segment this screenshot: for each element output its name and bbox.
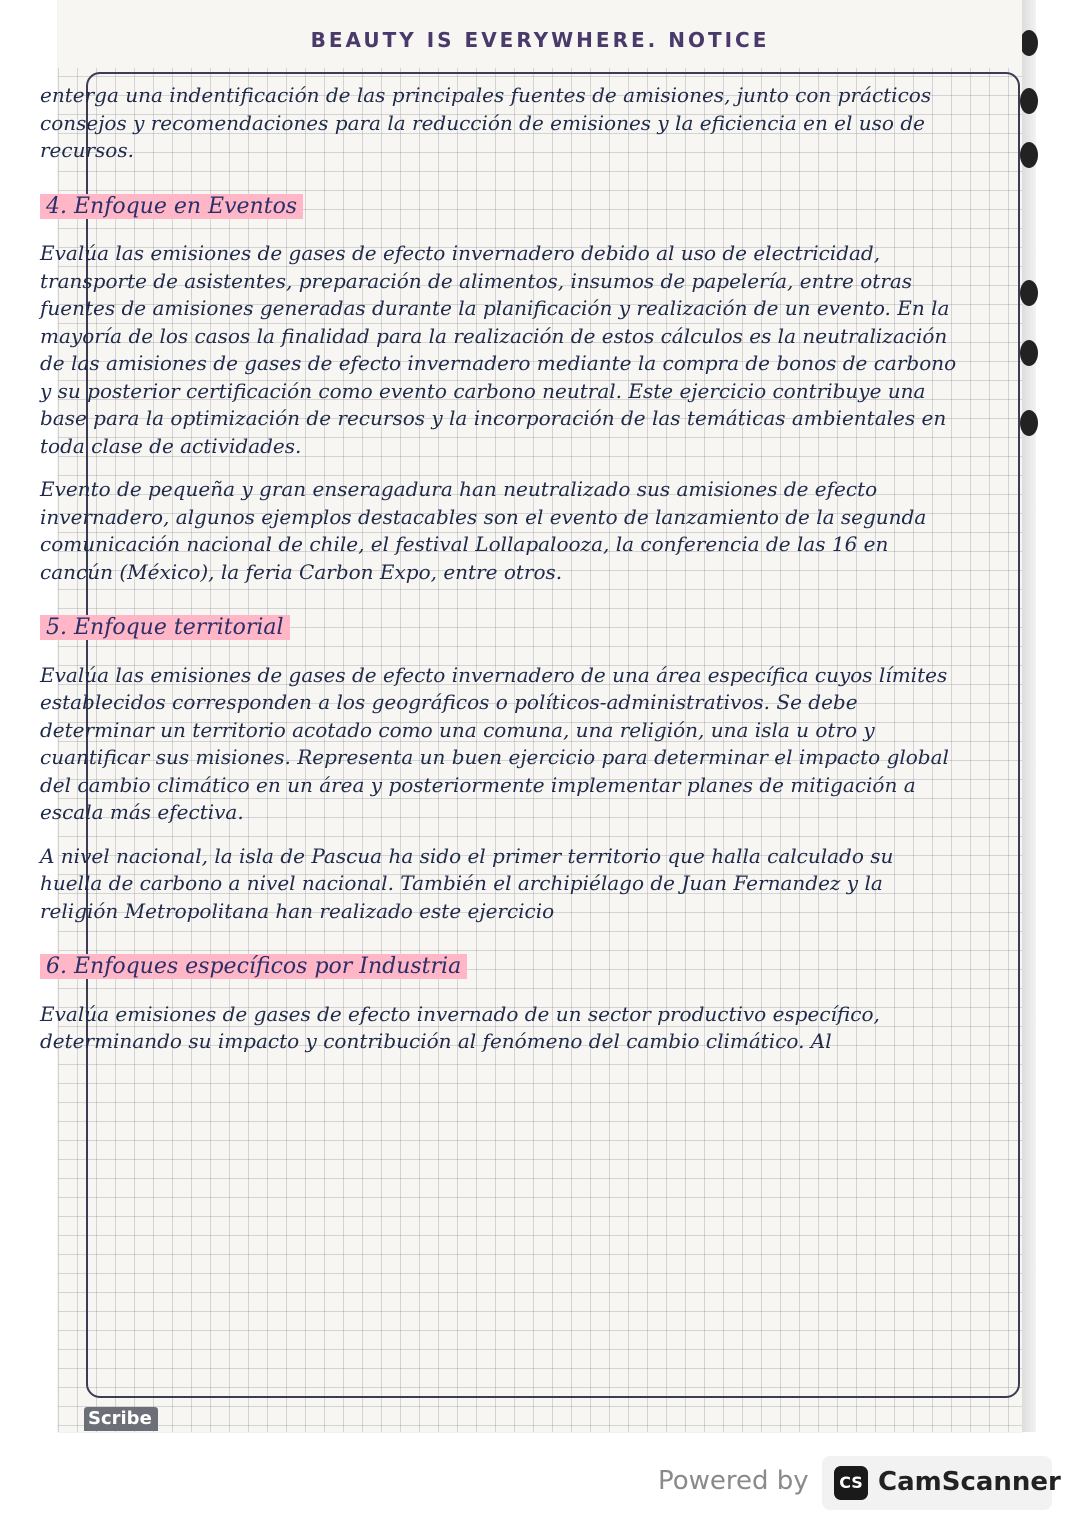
binder-ring — [1020, 88, 1038, 114]
paragraph-territorial-1: Evalúa las emisiones de gases de efecto invernadero de una área específica cuyos límites establecidos corresponden a los geográficos o políticos-administrativos. Se debe determinar un territorio acotado como una comuna, una religión, una isla u otro y cuantificar sus misiones. Representa un buen ejercicio para determinar el impacto global del cambio climático en un área y posteriormente implementar planes de mitigación a escala más efectiva. — [40, 662, 949, 824]
paragraph-events-2: Evento de pequeña y gran enseragadura han neutralizado sus amisiones de efecto invernadero, algunos ejemplos destacables son el evento de lanzamiento de la segunda comunicación nacional de chile, el festival Lollapalooza, la conferencia de las 16 en cancún (México), la feria Carbon Expo, entre otros. — [40, 477, 927, 584]
heading-text: 4. Enfoque en Eventos — [40, 194, 303, 219]
powered-by-text: Powered by — [658, 1466, 809, 1496]
binder-ring — [1020, 280, 1038, 306]
binder-ring — [1020, 340, 1038, 366]
paragraph-events-1: Evalúa las emisiones de gases de efecto invernadero debido al uso de electricidad, transporte de asistentes, preparación de alimentos, insumos de papelería, entre otras fuentes de amisiones generadas durante la planificación y realización de un evento. En la mayoría de los casos la finalidad para la realización de estos cálculos es la neutralización de las amisiones de gases de efecto invernadero mediante la compra de bonos de carbono y su posterior certificación como evento carbono neutral. Este ejercicio contribuye una base para la optimización de recursos y la incorporación de las temáticas ambientales en toda clase de actividades. — [40, 241, 957, 458]
paragraph-intro: enterga una indentificación de las principales fuentes de amisiones, junto con prácticos consejos y recomendaciones para la reducción de emisiones y la eficiencia en el uso de recursos. — [40, 83, 932, 162]
page-header: BEAUTY IS EVERYWHERE. NOTICE — [310, 28, 770, 52]
binder-ring — [1020, 142, 1038, 168]
heading-text: 5. Enfoque territorial — [40, 615, 290, 640]
page-edge — [1022, 0, 1036, 1432]
heading-industry — [40, 953, 467, 981]
heading-text: 6. Enfoques específicos por Industria — [40, 954, 467, 979]
camscanner-badge[interactable] — [822, 1456, 1061, 1510]
camscanner-icon: CS — [834, 1466, 868, 1500]
binder-ring — [1020, 30, 1038, 56]
heading-events — [40, 193, 303, 221]
scribe-watermark: Scribe — [84, 1407, 158, 1431]
paragraph-territorial-2: A nivel nacional, la isla de Pascua ha sido el primer territorio que halla calculado su huella de carbono a nivel nacional. También el archipiélago de Juan Fernandez y la religión Metropolitana han realizado este ejercicio — [40, 843, 894, 923]
camscanner-brand: CamScanner — [878, 1467, 1061, 1497]
binder-ring — [1020, 410, 1038, 436]
handwritten-notes — [40, 82, 960, 1072]
paragraph-industry-1: Evalúa emisiones de gases de efecto invernado de un sector productivo específico, determinando su impacto y contribución al fenómeno del cambio climático. Al — [40, 1001, 880, 1053]
camscanner-footer — [656, 1456, 1061, 1512]
heading-territorial — [40, 614, 290, 642]
